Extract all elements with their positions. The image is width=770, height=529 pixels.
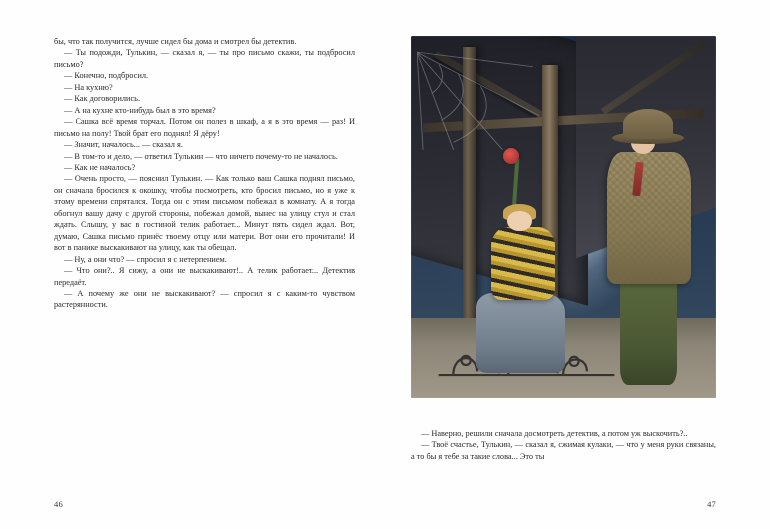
left-page-text-block (54, 36, 355, 311)
figure-boy-with-scarf (472, 217, 576, 376)
paragraph: — Твоё счастье, Тулькин, — сказал я, сжимая кулаки, — что у меня руки связаны, а то бы я тебе за такие слова... Это ты (411, 440, 716, 461)
rose-flower (503, 148, 519, 164)
paragraph: — Значит, началось... — сказал я. (64, 140, 183, 150)
right-page-text-block (411, 428, 716, 462)
boy-legs (476, 293, 565, 373)
paragraph: — В том-то и дело, — ответил Тулькин — что ничего почему-то не началось. (64, 151, 338, 161)
paragraph: — Что они?.. Я сижу, а они не выскакивают!.. А телик работает... Детектив передаёт. (54, 266, 355, 287)
page-number-right: 47 (707, 499, 716, 509)
paragraph: — Сашка всё время торчал. Потом он полез в шкаф, а я в это время — раз! И письмо на полу! Твой брат его поднял! Я дёру! (54, 117, 355, 138)
man-hat (623, 109, 674, 139)
paragraph: — Наверно, решили сначала досмотреть детектив, а потом уж выскочить?.. (421, 429, 688, 438)
paragraph: — А на кухне кто-нибудь был в это время? (64, 105, 216, 115)
spiderweb-icon (417, 43, 539, 159)
figure-man-in-checked-coat (594, 127, 704, 380)
paragraph: бы, что так получится, лучше сидел бы дома и смотрел бы детектив. (54, 37, 297, 46)
page-right (385, 0, 770, 529)
paragraph: — Очень просто, — пояснил Тулькин. — Как только ваш Сашка поднял письмо, он сначала бросился к окошку, чтобы посмотреть, кто бросил письмо, но я уже к этому времени спрятался. Тогда он с этим письмом побежал в комнату. А я тогда обогнул вашу дачу с другой стороны, побежал домой, вынес на улицу стул и стал ждать. Слышу, у вас в гостиной телик работает... Минут пять сидел ждал. Вот, думаю, Сашка письмо принёс твоему отцу или матери. Вот они его прочитали! И вот в панике выскакивают на улицу, как ты обещал. (54, 174, 355, 253)
spacer (411, 398, 716, 428)
paragraph: — Конечно, подбросил. (64, 71, 149, 81)
paragraph: — На кухню? (64, 82, 113, 92)
page-number-left: 46 (54, 499, 63, 509)
boy-striped-scarf (491, 227, 555, 300)
paragraph: — Как не началось? (64, 162, 136, 172)
paragraph: — Ты подожди, Тулькин, — сказал я, — ты про письмо скажи, ты подбросил письмо? (54, 48, 355, 69)
paragraph: — Ну, а они что? — спросил я с нетерпением. (64, 254, 227, 264)
paragraph: — Как договорились. (64, 94, 141, 104)
paragraph: — А почему же они не выскакивают? — спросил я с каким-то чувством растерянности. (54, 288, 355, 310)
man-trousers (620, 268, 677, 385)
man-checked-coat (607, 152, 690, 284)
illustration-attic-night (411, 36, 716, 398)
